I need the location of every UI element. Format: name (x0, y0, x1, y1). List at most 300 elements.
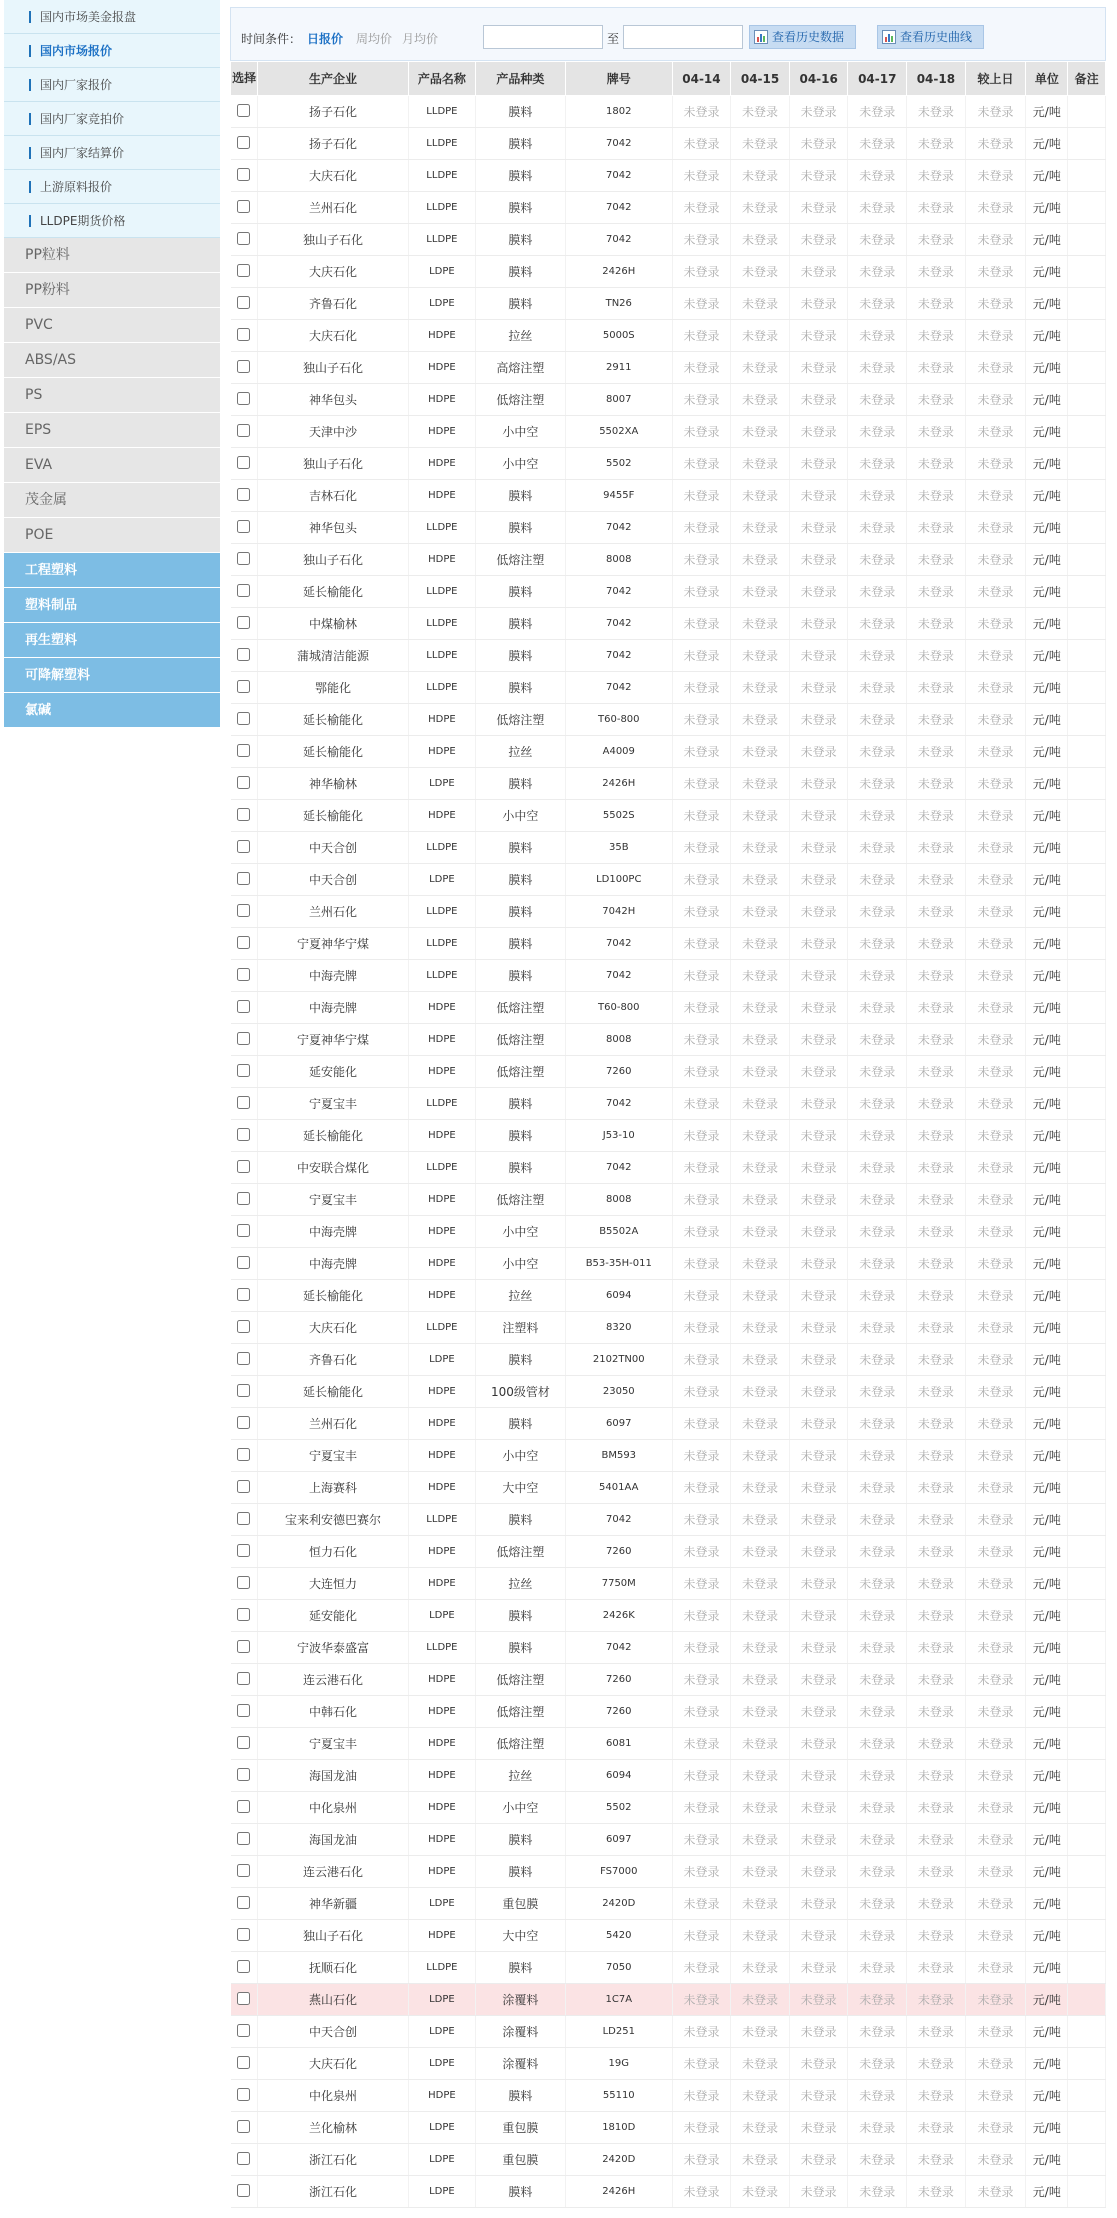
cell-grade: LD100PC (565, 864, 672, 896)
sidebar-blue-category[interactable]: 再生塑料 (4, 623, 220, 658)
cell-product-type: 涂覆料 (475, 2048, 565, 2080)
row-checkbox[interactable] (237, 488, 250, 501)
cell-grade: 55110 (565, 2080, 672, 2112)
header-remark: 备注 (1068, 62, 1106, 96)
cell-price-status: 未登录 (789, 224, 848, 256)
sidebar-submenu (4, 0, 220, 238)
cell-price-status: 未登录 (789, 320, 848, 352)
row-checkbox[interactable] (237, 584, 250, 597)
cell-product-name: LDPE (408, 2176, 475, 2208)
item-marker (29, 147, 31, 159)
row-checkbox[interactable] (237, 936, 250, 949)
row-checkbox[interactable] (237, 168, 250, 181)
cell-price-status: 未登录 (848, 1472, 907, 1504)
cell-unit: 元/吨 (1026, 1696, 1068, 1728)
cell-company: 齐鲁石化 (258, 288, 409, 320)
cell-price-status: 未登录 (672, 1824, 731, 1856)
sidebar-category[interactable]: EVA (4, 448, 220, 483)
cell-product-type: 膜料 (475, 1152, 565, 1184)
cell-product-type: 低熔注塑 (475, 1728, 565, 1760)
cell-price-status: 未登录 (965, 576, 1026, 608)
row-select-cell (231, 928, 258, 960)
cell-price-status: 未登录 (965, 1856, 1026, 1888)
cell-price-status: 未登录 (789, 1440, 848, 1472)
row-checkbox[interactable] (237, 1640, 250, 1653)
cell-price-status: 未登录 (848, 96, 907, 128)
cell-company: 浙江石化 (258, 2176, 409, 2208)
option-daily[interactable]: 日报价 (307, 32, 344, 46)
cell-remark (1068, 480, 1106, 512)
row-checkbox[interactable] (237, 2024, 250, 2037)
row-checkbox[interactable] (237, 1704, 250, 1717)
row-checkbox[interactable] (237, 1800, 250, 1813)
cell-product-type: 膜料 (475, 896, 565, 928)
row-checkbox[interactable] (237, 1064, 250, 1077)
header-select: 选择 (231, 62, 258, 96)
row-checkbox[interactable] (237, 1288, 250, 1301)
cell-product-name: LDPE (408, 2016, 475, 2048)
row-checkbox[interactable] (237, 1896, 250, 1909)
cell-company: 齐鲁石化 (258, 1344, 409, 1376)
cell-price-status: 未登录 (731, 1856, 790, 1888)
row-checkbox[interactable] (237, 392, 250, 405)
cell-price-status: 未登录 (731, 1920, 790, 1952)
cell-price-status: 未登录 (672, 736, 731, 768)
cell-price-status: 未登录 (907, 448, 966, 480)
row-checkbox[interactable] (237, 1992, 250, 2005)
cell-price-status: 未登录 (672, 1312, 731, 1344)
row-checkbox[interactable] (237, 1352, 250, 1365)
cell-price-status: 未登录 (789, 576, 848, 608)
cell-price-status: 未登录 (731, 320, 790, 352)
main-content (230, 7, 1106, 2208)
row-checkbox[interactable] (237, 2088, 250, 2101)
cell-price-status: 未登录 (848, 480, 907, 512)
cell-grade: 1810D (565, 2112, 672, 2144)
cell-unit: 元/吨 (1026, 512, 1068, 544)
cell-product-name: LDPE (408, 768, 475, 800)
cell-company: 宁夏宝丰 (258, 1728, 409, 1760)
row-select-cell (231, 1888, 258, 1920)
cell-price-status: 未登录 (731, 96, 790, 128)
cell-grade: 7042 (565, 608, 672, 640)
end-date-input[interactable] (623, 25, 743, 49)
cell-grade: 6081 (565, 1728, 672, 1760)
row-checkbox[interactable] (237, 552, 250, 565)
cell-company: 延长榆能化 (258, 576, 409, 608)
cell-price-status: 未登录 (965, 1952, 1026, 1984)
header-company: 生产企业 (258, 62, 409, 96)
cell-price-status: 未登录 (789, 928, 848, 960)
cell-price-status: 未登录 (907, 1888, 966, 1920)
row-checkbox[interactable] (237, 1864, 250, 1877)
row-checkbox[interactable] (237, 296, 250, 309)
table-row (231, 2016, 1106, 2048)
row-checkbox[interactable] (237, 1512, 250, 1525)
row-checkbox[interactable] (237, 1736, 250, 1749)
cell-remark (1068, 1440, 1106, 1472)
cell-price-status: 未登录 (848, 1344, 907, 1376)
row-checkbox[interactable] (237, 2120, 250, 2133)
cell-price-status: 未登录 (789, 1856, 848, 1888)
cell-price-status: 未登录 (789, 1248, 848, 1280)
cell-price-status: 未登录 (789, 1472, 848, 1504)
history-data-button[interactable] (749, 25, 856, 49)
cell-product-type: 大中空 (475, 1920, 565, 1952)
cell-product-name: HDPE (408, 1568, 475, 1600)
row-checkbox[interactable] (237, 2152, 250, 2165)
row-checkbox[interactable] (237, 232, 250, 245)
cell-company: 延安能化 (258, 1600, 409, 1632)
cell-grade: 7042 (565, 512, 672, 544)
row-checkbox[interactable] (237, 1096, 250, 1109)
cell-price-status: 未登录 (731, 736, 790, 768)
cell-product-type: 低熔注塑 (475, 1536, 565, 1568)
cell-price-status: 未登录 (848, 1632, 907, 1664)
cell-price-status: 未登录 (965, 1344, 1026, 1376)
cell-company: 海国龙油 (258, 1760, 409, 1792)
row-checkbox[interactable] (237, 1032, 250, 1045)
cell-company: 宁夏神华宁煤 (258, 1024, 409, 1056)
row-select-cell (231, 1696, 258, 1728)
cell-price-status: 未登录 (789, 1920, 848, 1952)
cell-price-status: 未登录 (848, 896, 907, 928)
cell-company: 神华榆林 (258, 768, 409, 800)
row-select-cell (231, 864, 258, 896)
cell-remark (1068, 256, 1106, 288)
cell-company: 大庆石化 (258, 2048, 409, 2080)
cell-price-status: 未登录 (731, 1792, 790, 1824)
cell-price-status: 未登录 (965, 832, 1026, 864)
row-checkbox[interactable] (237, 1544, 250, 1557)
cell-price-status: 未登录 (789, 640, 848, 672)
cell-price-status: 未登录 (907, 704, 966, 736)
table-row (231, 1856, 1106, 1888)
cell-price-status: 未登录 (965, 1920, 1026, 1952)
sidebar-subitem[interactable] (4, 170, 220, 204)
sidebar-blue-category[interactable]: 工程塑料 (4, 553, 220, 588)
cell-price-status: 未登录 (672, 160, 731, 192)
row-checkbox[interactable] (237, 1416, 250, 1429)
cell-unit: 元/吨 (1026, 256, 1068, 288)
sidebar-categories (4, 238, 220, 553)
sidebar-subitem[interactable] (4, 204, 220, 238)
cell-price-status: 未登录 (672, 1792, 731, 1824)
cell-unit: 元/吨 (1026, 1856, 1068, 1888)
cell-grade: 5000S (565, 320, 672, 352)
sidebar-category[interactable]: 茂金属 (4, 483, 220, 518)
cell-product-type: 膜料 (475, 1632, 565, 1664)
cell-price-status: 未登录 (907, 1600, 966, 1632)
cell-company: 神华包头 (258, 512, 409, 544)
row-select-cell (231, 1376, 258, 1408)
cell-unit: 元/吨 (1026, 576, 1068, 608)
cell-product-name: HDPE (408, 1920, 475, 1952)
cell-company: 宁夏神华宁煤 (258, 928, 409, 960)
cell-unit: 元/吨 (1026, 224, 1068, 256)
cell-grade: 7260 (565, 1536, 672, 1568)
cell-product-name: HDPE (408, 1408, 475, 1440)
sidebar-subitem-label: LLDPE期货价格 (40, 214, 126, 228)
row-checkbox[interactable] (237, 1480, 250, 1493)
row-checkbox[interactable] (237, 808, 250, 821)
cell-price-status: 未登录 (907, 1408, 966, 1440)
cell-product-name: LLDPE (408, 96, 475, 128)
cell-unit: 元/吨 (1026, 128, 1068, 160)
cell-price-status: 未登录 (789, 2144, 848, 2176)
cell-remark (1068, 1344, 1106, 1376)
row-select-cell (231, 2112, 258, 2144)
cell-price-status: 未登录 (907, 288, 966, 320)
row-checkbox[interactable] (237, 264, 250, 277)
cell-remark (1068, 1536, 1106, 1568)
table-row (231, 928, 1106, 960)
cell-product-name: LLDPE (408, 640, 475, 672)
cell-price-status: 未登录 (731, 160, 790, 192)
cell-product-type: 大中空 (475, 1472, 565, 1504)
cell-price-status: 未登录 (672, 896, 731, 928)
cell-price-status: 未登录 (672, 2112, 731, 2144)
cell-price-status: 未登录 (731, 896, 790, 928)
cell-price-status: 未登录 (789, 1280, 848, 1312)
cell-grade: 7042 (565, 224, 672, 256)
cell-unit: 元/吨 (1026, 1888, 1068, 1920)
cell-price-status: 未登录 (672, 1504, 731, 1536)
start-date-input[interactable] (483, 25, 603, 49)
table-row (231, 2144, 1106, 2176)
cell-price-status: 未登录 (848, 608, 907, 640)
sidebar-subitem-label: 国内厂家报价 (40, 78, 113, 92)
cell-remark (1068, 128, 1106, 160)
cell-unit: 元/吨 (1026, 160, 1068, 192)
row-select-cell (231, 672, 258, 704)
cell-company: 恒力石化 (258, 1536, 409, 1568)
row-checkbox[interactable] (237, 1000, 250, 1013)
row-checkbox[interactable] (237, 200, 250, 213)
cell-remark (1068, 928, 1106, 960)
row-checkbox[interactable] (237, 1320, 250, 1333)
row-checkbox[interactable] (237, 1672, 250, 1685)
row-checkbox[interactable] (237, 1928, 250, 1941)
option-monthly[interactable]: 月均价 (402, 32, 439, 46)
cell-price-status: 未登录 (907, 1216, 966, 1248)
cell-product-type: 膜料 (475, 512, 565, 544)
row-checkbox[interactable] (237, 1160, 250, 1173)
cell-price-status: 未登录 (965, 224, 1026, 256)
sidebar-blue-categories (4, 553, 220, 728)
row-checkbox[interactable] (237, 712, 250, 725)
cell-company: 兰州石化 (258, 1408, 409, 1440)
row-checkbox[interactable] (237, 1960, 250, 1973)
cell-price-status: 未登录 (789, 512, 848, 544)
sidebar-subitem[interactable] (4, 136, 220, 170)
cell-price-status: 未登录 (672, 1344, 731, 1376)
table-row (231, 1056, 1106, 1088)
cell-grade: 2102TN00 (565, 1344, 672, 1376)
table-row (231, 1152, 1106, 1184)
row-checkbox[interactable] (237, 2056, 250, 2069)
sidebar-subitem[interactable] (4, 0, 220, 34)
row-select-cell (231, 1664, 258, 1696)
cell-product-type: 膜料 (475, 864, 565, 896)
table-row (231, 160, 1106, 192)
table-row (231, 576, 1106, 608)
cell-price-status: 未登录 (731, 960, 790, 992)
cell-price-status: 未登录 (672, 2048, 731, 2080)
cell-company: 大庆石化 (258, 160, 409, 192)
cell-price-status: 未登录 (672, 1984, 731, 2016)
sidebar-category[interactable]: PVC (4, 308, 220, 343)
header-unit: 单位 (1026, 62, 1068, 96)
cell-price-status: 未登录 (789, 2048, 848, 2080)
row-select-cell (231, 1216, 258, 1248)
sidebar-category[interactable]: EPS (4, 413, 220, 448)
table-row (231, 1248, 1106, 1280)
row-checkbox[interactable] (237, 1224, 250, 1237)
row-select-cell (231, 2144, 258, 2176)
sidebar-blue-category[interactable]: 可降解塑料 (4, 658, 220, 693)
cell-price-status: 未登录 (907, 512, 966, 544)
cell-price-status: 未登录 (731, 608, 790, 640)
row-checkbox[interactable] (237, 360, 250, 373)
row-checkbox[interactable] (237, 904, 250, 917)
cell-price-status: 未登录 (672, 1056, 731, 1088)
sidebar-subitem[interactable] (4, 34, 220, 68)
sidebar-blue-category[interactable]: 塑料制品 (4, 588, 220, 623)
sidebar-category[interactable]: POE (4, 518, 220, 553)
table-row (231, 1536, 1106, 1568)
cell-price-status: 未登录 (848, 1248, 907, 1280)
cell-product-name: HDPE (408, 320, 475, 352)
cell-price-status: 未登录 (907, 1056, 966, 1088)
row-checkbox[interactable] (237, 424, 250, 437)
cell-company: 大连恒力 (258, 1568, 409, 1600)
cell-unit: 元/吨 (1026, 1088, 1068, 1120)
cell-unit: 元/吨 (1026, 1984, 1068, 2016)
row-checkbox[interactable] (237, 1384, 250, 1397)
cell-product-name: LLDPE (408, 928, 475, 960)
cell-price-status: 未登录 (965, 1984, 1026, 2016)
cell-price-status: 未登录 (731, 1216, 790, 1248)
row-checkbox[interactable] (237, 744, 250, 757)
row-checkbox[interactable] (237, 776, 250, 789)
cell-price-status: 未登录 (789, 288, 848, 320)
row-checkbox[interactable] (237, 680, 250, 693)
option-weekly[interactable]: 周均价 (356, 32, 393, 46)
table-row (231, 1664, 1106, 1696)
row-checkbox[interactable] (237, 872, 250, 885)
row-checkbox[interactable] (237, 1128, 250, 1141)
row-checkbox[interactable] (237, 1256, 250, 1269)
cell-remark (1068, 1984, 1106, 2016)
sidebar-category[interactable]: ABS/AS (4, 343, 220, 378)
row-checkbox[interactable] (237, 1448, 250, 1461)
row-checkbox[interactable] (237, 136, 250, 149)
sidebar-subitem[interactable] (4, 102, 220, 136)
cell-price-status: 未登录 (848, 1408, 907, 1440)
cell-price-status: 未登录 (907, 1728, 966, 1760)
cell-price-status: 未登录 (848, 1440, 907, 1472)
cell-grade: FS7000 (565, 1856, 672, 1888)
sidebar-subitem[interactable] (4, 68, 220, 102)
cell-product-name: HDPE (408, 1696, 475, 1728)
cell-company: 延长榆能化 (258, 800, 409, 832)
cell-price-status: 未登录 (848, 2016, 907, 2048)
sidebar-category[interactable]: PS (4, 378, 220, 413)
row-checkbox[interactable] (237, 968, 250, 981)
cell-grade: 5401AA (565, 1472, 672, 1504)
cell-remark (1068, 992, 1106, 1024)
row-checkbox[interactable] (237, 840, 250, 853)
row-checkbox[interactable] (237, 1608, 250, 1621)
row-checkbox[interactable] (237, 328, 250, 341)
row-checkbox[interactable] (237, 456, 250, 469)
cell-price-status: 未登录 (672, 192, 731, 224)
cell-product-type: 注塑料 (475, 1312, 565, 1344)
cell-product-name: LLDPE (408, 608, 475, 640)
cell-price-status: 未登录 (731, 544, 790, 576)
row-checkbox[interactable] (237, 616, 250, 629)
row-checkbox[interactable] (237, 1576, 250, 1589)
cell-grade: 7042 (565, 1504, 672, 1536)
cell-price-status: 未登录 (789, 704, 848, 736)
cell-price-status: 未登录 (907, 800, 966, 832)
cell-grade: 6097 (565, 1408, 672, 1440)
row-checkbox[interactable] (237, 1768, 250, 1781)
cell-price-status: 未登录 (672, 1120, 731, 1152)
cell-price-status: 未登录 (907, 160, 966, 192)
sidebar-blue-category[interactable]: 氯碱 (4, 693, 220, 728)
cell-price-status: 未登录 (848, 1888, 907, 1920)
history-curve-button[interactable] (877, 25, 984, 49)
row-checkbox[interactable] (237, 1832, 250, 1845)
cell-price-status: 未登录 (731, 1760, 790, 1792)
cell-grade: 7042 (565, 928, 672, 960)
table-row (231, 1888, 1106, 1920)
cell-unit: 元/吨 (1026, 1632, 1068, 1664)
cell-grade: 1802 (565, 96, 672, 128)
table-row (231, 1440, 1106, 1472)
cell-product-type: 膜料 (475, 640, 565, 672)
cell-grade: 6094 (565, 1280, 672, 1312)
row-checkbox[interactable] (237, 520, 250, 533)
row-checkbox[interactable] (237, 648, 250, 661)
row-checkbox[interactable] (237, 104, 250, 117)
cell-price-status: 未登录 (672, 1472, 731, 1504)
sidebar-category[interactable]: PP粒料 (4, 238, 220, 273)
row-checkbox[interactable] (237, 2184, 250, 2197)
cell-price-status: 未登录 (789, 192, 848, 224)
table-row (231, 768, 1106, 800)
cell-price-status: 未登录 (789, 1824, 848, 1856)
table-row (231, 320, 1106, 352)
cell-price-status: 未登录 (731, 1536, 790, 1568)
cell-price-status: 未登录 (848, 960, 907, 992)
cell-price-status: 未登录 (907, 1280, 966, 1312)
cell-remark (1068, 704, 1106, 736)
cell-price-status: 未登录 (789, 1088, 848, 1120)
row-checkbox[interactable] (237, 1192, 250, 1205)
sidebar-category[interactable]: PP粉料 (4, 273, 220, 308)
cell-price-status: 未登录 (672, 1376, 731, 1408)
cell-product-name: HDPE (408, 1440, 475, 1472)
table-row (231, 640, 1106, 672)
cell-price-status: 未登录 (789, 256, 848, 288)
cell-unit: 元/吨 (1026, 704, 1068, 736)
cell-price-status: 未登录 (848, 128, 907, 160)
cell-grade: 6094 (565, 1760, 672, 1792)
cell-price-status: 未登录 (907, 1920, 966, 1952)
